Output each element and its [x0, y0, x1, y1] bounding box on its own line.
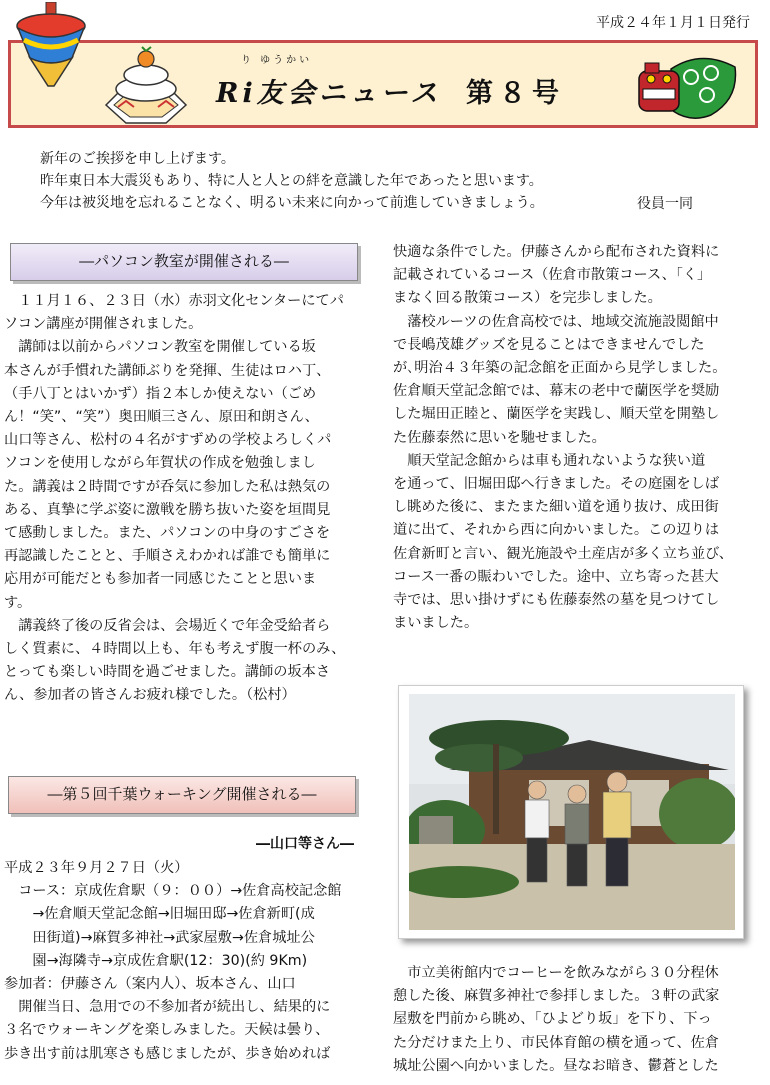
- text-line: が､明治４３年築の記念館を正面から見学しました。: [393, 360, 727, 377]
- text-line: とっても楽しい時間を過ごせました。講師の坂本さ: [4, 664, 331, 681]
- spinning-top-icon: [12, 2, 90, 90]
- greeting-line: 新年のご挨拶を申し上げます。: [40, 151, 235, 167]
- text-line: 山口等さん、松村の４名がすずめの学校よろしくパ: [4, 432, 332, 449]
- publication-date: 平成２４年１月１日発行: [596, 15, 750, 31]
- text-line: （手八丁とはいかず）指２本しか使えない（ごめ: [4, 385, 317, 402]
- text-line: 参加者：伊藤さん（案内人）、坂本さん、山口: [4, 976, 296, 993]
- text-line: 園→海隣寺→京成佐倉駅(12：30)(約 9Km): [4, 952, 308, 969]
- text-line: 開催当日、急用での不参加者が続出し、結果的に: [4, 999, 331, 1016]
- text-line: 歩き出す前は肌寒さも感じましたが、歩き始めれば: [4, 1045, 331, 1062]
- text-line: 講義終了後の反省会は、会場近くで年金受給者ら: [4, 617, 331, 634]
- text-line: 田街道)→麻賀多神社→武家屋敷→佐倉城址公: [4, 929, 315, 946]
- text-line: ある、真摯に学ぶ姿に激戦を勝ち抜いた姿を垣間見: [4, 501, 331, 518]
- text-line: て感動しました。また、パソコンの中身のすごさを: [4, 525, 331, 542]
- text-line: １１月１６、２３日（水）赤羽文化センターにてパ: [4, 293, 344, 309]
- text-line: 記載されているコース（佐倉市散策コース、「く」: [393, 267, 712, 284]
- text-line: ３名でウォーキングを楽しみました。天候は曇り、: [4, 1022, 330, 1039]
- text-line: 城址公園へ向かいました。昼なお暗き、鬱蒼とした: [393, 1057, 719, 1074]
- text-line: ん！“笑”、“笑”）奥田順三さん、原田和朗さん、: [4, 409, 319, 426]
- text-line: コース：京成佐倉駅（９：００）→佐倉高校記念館: [4, 883, 342, 900]
- newsletter-title: Ri友会ニュース: [216, 78, 442, 109]
- text-line: 佐倉新町と言い、観光施設や土産店が多く立ち並び、: [393, 545, 733, 562]
- text-line: た分だけまた上り、市民体育館の横を通って、佐倉: [393, 1034, 720, 1051]
- text-line: し眺めた後に、またまた細い道を通り抜け、成田街: [393, 499, 719, 516]
- greeting-line: 昨年東日本大震災もあり、特に人と人との絆を意識した年であったと思います。: [40, 173, 543, 189]
- text-line: す。: [4, 594, 32, 611]
- text-line: 講師は以前からパソコン教室を開催している坂: [4, 339, 316, 356]
- group-photo-frame: [398, 685, 744, 939]
- text-line: した堀田正睦と、蘭医学を実践し、順天堂を開塾し: [393, 406, 720, 423]
- text-line: た。講義は２時間ですが呑気に参加した私は熱気の: [4, 478, 331, 495]
- shishimai-lion-icon: [631, 49, 741, 127]
- text-line: ん、参加者の皆さんお疲れ様でした。（松村）: [4, 687, 296, 704]
- text-line: 平成２３年９月２７日（火）: [4, 860, 189, 876]
- text-line: で長嶋茂雄グッズを見ることはできませんでした: [393, 336, 705, 353]
- newsletter-banner: [8, 40, 758, 128]
- text-line: ソコン講座が開催されました。: [4, 316, 203, 333]
- article-body-walking: [4, 857, 366, 1066]
- greeting-line: 今年は被災地を忘れることなく、明るい未来に向かって前進していきましょう。: [40, 195, 544, 211]
- kagami-mochi-icon: [96, 45, 196, 125]
- issue-number: 第８号: [466, 78, 565, 109]
- article-body-walking-continued: [393, 241, 759, 635]
- text-line: 道に出て、それから西に向かいました。この辺りは: [393, 522, 720, 539]
- text-line: 藩校ルーツの佐倉高校では、地域交流施設閲館中: [393, 313, 719, 330]
- text-line: 佐倉順天堂記念館では、幕末の老中で蘭医学を奨励: [393, 383, 720, 400]
- greeting-signature: 役員一同: [637, 196, 693, 212]
- text-line: 屋敷を門前から眺め、「ひよどり坂」を下り、下っ: [393, 1011, 712, 1028]
- text-line: まいました。: [393, 615, 479, 632]
- text-line: を通って、旧堀田邸へ行きました。その庭園をしば: [393, 476, 720, 493]
- text-line: 憩した後、麻賀多神社で参拝しました。３軒の武家: [393, 988, 720, 1005]
- text-line: 本さんが手慣れた講師ぶりを発揮、生徒はロハ丁、: [4, 362, 331, 379]
- text-line: 市立美術館内でコーヒーを飲みながら３０分程休: [393, 965, 719, 981]
- title-ruby: り ゆうかい: [241, 55, 313, 66]
- text-line: 順天堂記念館からは車も通れないような狭い道: [393, 452, 706, 469]
- text-line: まなく回る散策コース）を完歩しました。: [393, 290, 662, 307]
- text-line: 寺では、思い掛けずにも佐藤泰然の墓を見つけてし: [393, 592, 720, 609]
- article-heading-walking: ―第５回千葉ウォーキング開催される―: [8, 776, 356, 814]
- text-line: しく質素に、４時間以上も、年も考えず腹一杯のみ、: [4, 641, 346, 658]
- text-line: コース一番の賑わいでした。途中、立ち寄った甚大: [393, 568, 719, 585]
- text-line: 再認識したことと、手順さえわかれば誰でも簡単に: [4, 548, 331, 565]
- text-line: ソコンを使用しながら年賀状の作成を勉強しまし: [4, 455, 316, 472]
- text-line: 応用が可能だとも参加者一同感じたことと思いま: [4, 571, 317, 588]
- text-line: →佐倉順天堂記念館→旧堀田邸→佐倉新町(成: [4, 906, 315, 923]
- group-photo: [409, 694, 735, 930]
- article-body-pc-class: [4, 290, 364, 708]
- text-line: 快適な条件でした。伊藤さんから配布された資料に: [393, 244, 720, 260]
- article-author: ―山口等さん―: [256, 836, 354, 852]
- text-line: た佐藤泰然に思いを馳せました。: [393, 429, 606, 446]
- article-body-walking-after-photo: [393, 962, 759, 1078]
- article-heading-pc-class: ―パソコン教室が開催される―: [10, 243, 358, 281]
